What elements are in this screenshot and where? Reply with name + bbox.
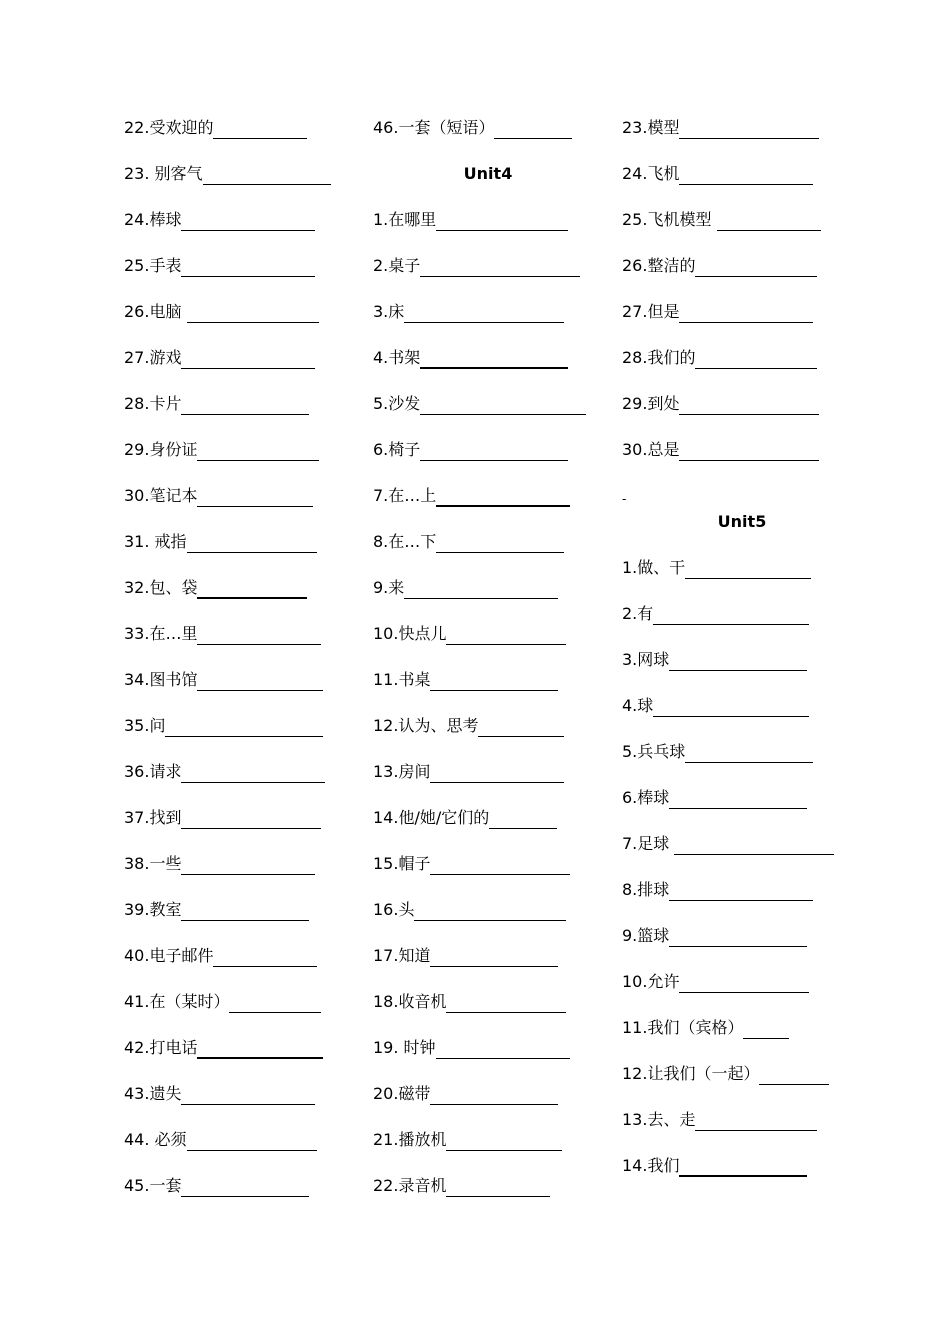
vocab-prompt: 39.教室: [124, 900, 182, 919]
vocab-item: [373, 210, 603, 256]
vocab-item: [124, 762, 354, 808]
answer-blank[interactable]: [181, 349, 315, 369]
vocab-item: [622, 118, 862, 164]
answer-blank[interactable]: [197, 625, 321, 645]
vocab-prompt: 34.图书馆: [124, 670, 198, 689]
vocab-prompt: 32.包、袋: [124, 578, 198, 597]
answer-blank[interactable]: [489, 809, 557, 829]
answer-blank[interactable]: [446, 1177, 550, 1197]
answer-blank[interactable]: [436, 487, 570, 507]
vocab-prompt: 22.受欢迎的: [124, 118, 214, 137]
vocab-item: [373, 762, 603, 808]
vocab-prompt: 5.沙发: [373, 394, 421, 413]
vocab-item: [124, 1084, 354, 1130]
vocab-item: [622, 972, 862, 1018]
answer-blank[interactable]: [420, 441, 568, 461]
vocab-item: [622, 696, 862, 742]
vocab-prompt: 4.球: [622, 696, 654, 715]
vocab-prompt: 31. 戒指: [124, 532, 187, 551]
answer-blank[interactable]: [197, 579, 307, 599]
vocab-prompt: 26.电脑: [124, 302, 187, 321]
vocab-item: [124, 394, 354, 440]
answer-blank[interactable]: [181, 395, 309, 415]
vocab-item: [124, 440, 354, 486]
answer-blank[interactable]: [653, 697, 809, 717]
vocab-item: [373, 440, 603, 486]
vocab-prompt: 33.在…里: [124, 624, 198, 643]
vocab-prompt: 22.录音机: [373, 1176, 447, 1195]
vocab-prompt: 12.让我们（一起）: [622, 1064, 760, 1083]
answer-blank[interactable]: [679, 165, 813, 185]
vocab-item: [622, 788, 862, 834]
vocab-prompt: 23. 别客气: [124, 164, 203, 183]
answer-blank[interactable]: [197, 671, 323, 691]
vocab-prompt: 18.收音机: [373, 992, 447, 1011]
vocab-prompt: 27.但是: [622, 302, 680, 321]
vocab-prompt: 41.在（某时）: [124, 992, 230, 1011]
answer-blank[interactable]: [695, 349, 817, 369]
vocab-item: [373, 808, 603, 854]
vocab-item: [124, 946, 354, 992]
answer-blank[interactable]: [181, 855, 315, 875]
vocab-prompt: 44. 必须: [124, 1130, 187, 1149]
vocab-item: [373, 992, 603, 1038]
vocab-item: [622, 256, 862, 302]
answer-blank[interactable]: [679, 441, 819, 461]
vocab-item: [373, 1176, 603, 1222]
vocab-prompt: 8.在…下: [373, 532, 437, 551]
answer-blank[interactable]: [420, 349, 568, 369]
answer-blank[interactable]: [717, 211, 821, 231]
vocab-item: [373, 578, 603, 624]
vocab-item: [373, 532, 603, 578]
vocab-prompt: 12.认为、思考: [373, 716, 479, 735]
vocab-prompt: 19. 时钟: [373, 1038, 436, 1057]
vocab-prompt: 8.排球: [622, 880, 670, 899]
vocab-prompt: 5.兵乓球: [622, 742, 686, 761]
vocab-item: [373, 118, 603, 164]
answer-blank[interactable]: [430, 1085, 558, 1105]
answer-blank[interactable]: [669, 789, 807, 809]
answer-blank[interactable]: [436, 533, 564, 553]
vocab-item: [622, 1018, 862, 1064]
vocab-item: [373, 486, 603, 532]
vocab-prompt: 24.棒球: [124, 210, 182, 229]
vocab-prompt: 2.桌子: [373, 256, 421, 275]
answer-blank[interactable]: [685, 743, 813, 763]
vocab-prompt: 43.遗失: [124, 1084, 182, 1103]
vocab-item: [124, 1130, 354, 1176]
answer-blank[interactable]: [420, 395, 586, 415]
answer-blank[interactable]: [181, 901, 309, 921]
vocab-prompt: 29.身份证: [124, 440, 198, 459]
answer-blank[interactable]: [679, 303, 813, 323]
vocab-item: [373, 670, 603, 716]
answer-blank[interactable]: [181, 763, 325, 783]
answer-blank[interactable]: [674, 835, 834, 855]
answer-blank[interactable]: [446, 1131, 562, 1151]
vocab-item: [622, 1110, 862, 1156]
vocab-prompt: 24.飞机: [622, 164, 680, 183]
vocab-prompt: 6.棒球: [622, 788, 670, 807]
vocab-prompt: 28.卡片: [124, 394, 182, 413]
vocab-item: [124, 808, 354, 854]
vocab-prompt: 25.飞机模型: [622, 210, 717, 229]
vocab-item: [124, 1038, 354, 1084]
answer-blank[interactable]: [679, 395, 819, 415]
vocab-prompt: 26.整洁的: [622, 256, 696, 275]
answer-blank[interactable]: [679, 973, 809, 993]
vocab-item: [124, 302, 354, 348]
vocab-item: [622, 1156, 862, 1202]
vocab-prompt: 42.打电话: [124, 1038, 198, 1057]
vocab-prompt: 17.知道: [373, 946, 431, 965]
vocab-item: [622, 604, 862, 650]
answer-blank[interactable]: [669, 927, 807, 947]
vocab-prompt: 30.笔记本: [124, 486, 198, 505]
answer-blank[interactable]: [436, 1039, 570, 1059]
answer-blank[interactable]: [203, 165, 331, 185]
vocab-prompt: 2.有: [622, 604, 654, 623]
vocab-prompt: 1.做、干: [622, 558, 686, 577]
vocab-prompt: 29.到处: [622, 394, 680, 413]
vocab-prompt: 9.篮球: [622, 926, 670, 945]
vocab-prompt: 15.帽子: [373, 854, 431, 873]
answer-blank[interactable]: [165, 717, 323, 737]
vocab-item: [373, 348, 603, 394]
vocab-item: [373, 1084, 603, 1130]
answer-blank[interactable]: [653, 605, 809, 625]
vocab-item: [124, 348, 354, 394]
vocab-item: [373, 1130, 603, 1176]
answer-blank[interactable]: [446, 625, 566, 645]
answer-blank[interactable]: [229, 993, 321, 1013]
answer-blank[interactable]: [181, 211, 315, 231]
answer-blank[interactable]: [669, 651, 807, 671]
vocab-prompt: 40.电子邮件: [124, 946, 214, 965]
answer-blank[interactable]: [759, 1065, 829, 1085]
answer-blank[interactable]: [187, 533, 317, 553]
vocab-item: [124, 578, 354, 624]
vocab-item: [622, 1064, 862, 1110]
answer-blank[interactable]: [430, 763, 564, 783]
column-2: [373, 118, 603, 1222]
vocab-item: [622, 164, 862, 210]
vocab-prompt: 28.我们的: [622, 348, 696, 367]
answer-blank[interactable]: [181, 257, 315, 277]
vocab-prompt: 3.网球: [622, 650, 670, 669]
vocab-item: [622, 834, 862, 880]
answer-blank[interactable]: [181, 1085, 315, 1105]
vocab-item: [373, 302, 603, 348]
answer-blank[interactable]: [404, 303, 564, 323]
vocab-prompt: 3.床: [373, 302, 405, 321]
vocab-item: [622, 742, 862, 788]
vocab-prompt: 35.问: [124, 716, 166, 735]
answer-blank[interactable]: [679, 1157, 807, 1177]
vocab-prompt: 45.一套: [124, 1176, 182, 1195]
answer-blank[interactable]: [430, 671, 558, 691]
vocab-item: [373, 900, 603, 946]
vocab-item: [124, 210, 354, 256]
vocab-prompt: 38.一些: [124, 854, 182, 873]
answer-blank[interactable]: [743, 1019, 789, 1039]
answer-blank[interactable]: [430, 947, 558, 967]
vocab-prompt: 11.书桌: [373, 670, 431, 689]
vocab-prompt: 7.在…上: [373, 486, 437, 505]
answer-blank[interactable]: [420, 257, 580, 277]
vocab-prompt: 30.总是: [622, 440, 680, 459]
vocab-prompt: 46.一套（短语）: [373, 118, 495, 137]
answer-blank[interactable]: [181, 1177, 309, 1197]
vocab-item: [124, 716, 354, 762]
answer-blank[interactable]: [404, 579, 558, 599]
vocab-prompt: 36.请求: [124, 762, 182, 781]
vocab-item: [373, 946, 603, 992]
vocab-item: [124, 1176, 354, 1222]
vocab-prompt: 13.房间: [373, 762, 431, 781]
vocab-prompt: 21.播放机: [373, 1130, 447, 1149]
vocab-prompt: 10.快点儿: [373, 624, 447, 643]
vocab-prompt: 7.足球: [622, 834, 675, 853]
vocab-prompt: 10.允许: [622, 972, 680, 991]
vocab-item: [622, 394, 862, 440]
vocab-item: [622, 210, 862, 256]
vocab-item: [622, 880, 862, 926]
unit-heading: Unit5: [717, 512, 767, 531]
vocab-prompt: 37.找到: [124, 808, 182, 827]
answer-blank[interactable]: [197, 441, 319, 461]
vocab-item: [124, 670, 354, 716]
vocab-item: [124, 532, 354, 578]
vocab-item: [124, 854, 354, 900]
vocab-item: [373, 394, 603, 440]
vocab-item: [373, 1038, 603, 1084]
vocab-item: [622, 558, 862, 604]
answer-blank[interactable]: [187, 1131, 317, 1151]
vocab-prompt: 13.去、走: [622, 1110, 696, 1129]
answer-blank[interactable]: [181, 809, 321, 829]
vocab-prompt: 9.来: [373, 578, 405, 597]
vocab-item: [124, 118, 354, 164]
answer-blank[interactable]: [695, 257, 817, 277]
vocab-item: [622, 926, 862, 972]
answer-blank[interactable]: [197, 487, 313, 507]
answer-blank[interactable]: [213, 119, 307, 139]
vocab-item: [622, 440, 862, 486]
answer-blank[interactable]: [414, 901, 566, 921]
vocab-prompt: 14.他/她/它们的: [373, 808, 490, 827]
vocab-item: [124, 624, 354, 670]
vocab-prompt: 16.头: [373, 900, 415, 919]
vocab-item: [124, 256, 354, 302]
vocab-item: [373, 854, 603, 900]
answer-blank[interactable]: [430, 855, 570, 875]
answer-blank[interactable]: [695, 1111, 817, 1131]
vocab-item: [622, 348, 862, 394]
vocab-prompt: 25.手表: [124, 256, 182, 275]
answer-blank[interactable]: [187, 303, 319, 323]
vocab-item: [124, 486, 354, 532]
answer-blank[interactable]: [446, 993, 566, 1013]
vocab-prompt: 23.模型: [622, 118, 680, 137]
vocab-item: [373, 716, 603, 762]
vocab-item: [124, 900, 354, 946]
unit-heading: Unit4: [463, 164, 513, 183]
vocab-prompt: 11.我们（宾格）: [622, 1018, 744, 1037]
answer-blank[interactable]: [436, 211, 568, 231]
answer-blank[interactable]: [685, 559, 811, 579]
vocab-prompt: 6.椅子: [373, 440, 421, 459]
answer-blank[interactable]: [494, 119, 572, 139]
vocab-prompt: 4.书架: [373, 348, 421, 367]
answer-blank[interactable]: [213, 947, 317, 967]
vocab-prompt: 27.游戏: [124, 348, 182, 367]
answer-blank[interactable]: [679, 119, 819, 139]
vocab-item: [622, 650, 862, 696]
vocab-prompt: 20.磁带: [373, 1084, 431, 1103]
vocab-item: [622, 302, 862, 348]
vocab-prompt: 1.在哪里: [373, 210, 437, 229]
answer-blank[interactable]: [669, 881, 813, 901]
answer-blank[interactable]: [197, 1039, 323, 1059]
vocab-item: [373, 256, 603, 302]
vocab-item: [124, 992, 354, 1038]
column-1: [124, 118, 354, 1222]
vocab-item: [373, 624, 603, 670]
vocab-prompt: 14.我们: [622, 1156, 680, 1175]
vocab-item: [124, 164, 354, 210]
answer-blank[interactable]: [478, 717, 564, 737]
stray-dash: -: [622, 492, 627, 506]
column-3: [622, 118, 862, 1202]
